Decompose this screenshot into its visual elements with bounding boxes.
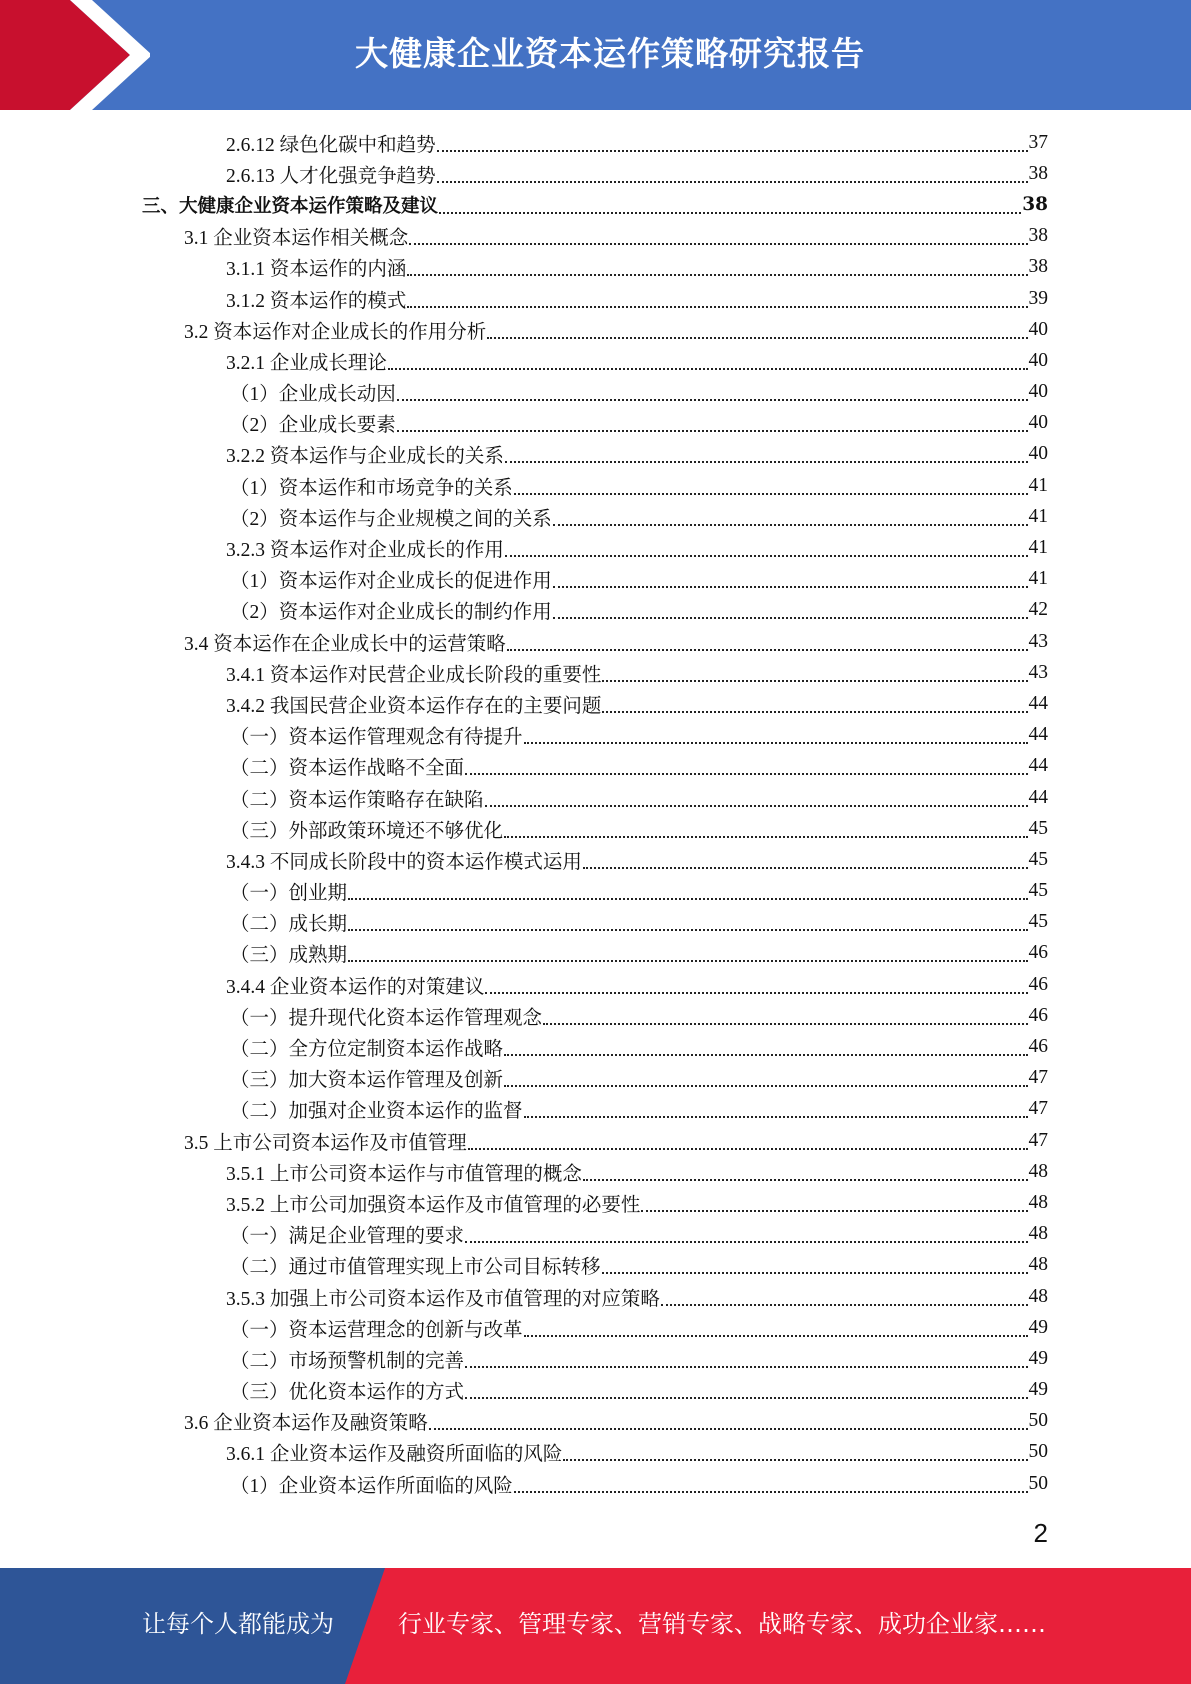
toc-entry-page: 44 bbox=[1028, 724, 1048, 746]
toc-entry-title: 3.1 企业资本运作相关概念 bbox=[184, 228, 409, 250]
toc-entry-page: 43 bbox=[1028, 630, 1048, 652]
toc-dot-leader bbox=[553, 566, 1028, 588]
toc-entry-title: （1）资本运作和市场竞争的关系 bbox=[230, 477, 513, 499]
toc-entry-title: 3.1.1 资本运作的内涵 bbox=[226, 259, 407, 281]
toc-entry-page: 38 bbox=[1028, 256, 1048, 278]
toc-dot-leader bbox=[563, 1439, 1027, 1461]
toc-entry[interactable] bbox=[0, 314, 1191, 345]
toc-entry-title: （一）资本运营理念的创新与改革 bbox=[230, 1319, 523, 1341]
page-number: 2 bbox=[1033, 1518, 1048, 1548]
toc-entry-title: 3.5.3 加强上市公司资本运作及市值管理的对应策略 bbox=[226, 1288, 660, 1310]
toc-dot-leader bbox=[505, 441, 1028, 463]
table-of-contents bbox=[0, 127, 1191, 1499]
toc-dot-leader bbox=[407, 286, 1027, 308]
toc-dot-leader bbox=[524, 722, 1028, 744]
toc-entry-page: 48 bbox=[1028, 1254, 1048, 1276]
toc-entry-page: 41 bbox=[1028, 505, 1048, 527]
toc-entry-page: 39 bbox=[1028, 287, 1048, 309]
toc-entry-title: （2）资本运作对企业成长的制约作用 bbox=[230, 602, 552, 624]
toc-entry[interactable] bbox=[0, 1250, 1191, 1281]
toc-dot-leader bbox=[602, 1252, 1028, 1274]
toc-entry-page: 45 bbox=[1028, 848, 1048, 870]
toc-dot-leader bbox=[507, 629, 1028, 651]
toc-entry[interactable] bbox=[0, 876, 1191, 907]
toc-dot-leader bbox=[429, 1408, 1028, 1430]
toc-entry-title: （2）资本运作与企业规模之间的关系 bbox=[230, 508, 552, 530]
toc-entry-page: 44 bbox=[1028, 692, 1048, 714]
toc-entry[interactable] bbox=[0, 782, 1191, 813]
toc-entry[interactable] bbox=[0, 1063, 1191, 1094]
toc-dot-leader bbox=[468, 1128, 1028, 1150]
toc-entry[interactable] bbox=[0, 1031, 1191, 1062]
toc-entry-title: 3.2 资本运作对企业成长的作用分析 bbox=[184, 321, 487, 343]
toc-entry-title: （三）成熟期 bbox=[230, 945, 348, 967]
toc-entry-page: 43 bbox=[1028, 661, 1048, 683]
toc-entry-page: 45 bbox=[1028, 817, 1048, 839]
toc-entry[interactable] bbox=[0, 127, 1191, 158]
toc-entry-page: 45 bbox=[1028, 880, 1048, 902]
toc-entry[interactable] bbox=[0, 158, 1191, 189]
toc-entry-title: 2.6.13 人才化强竞争趋势 bbox=[226, 165, 436, 187]
toc-entry[interactable] bbox=[0, 1437, 1191, 1468]
toc-entry-page: 41 bbox=[1028, 474, 1048, 496]
toc-dot-leader bbox=[485, 785, 1028, 807]
toc-entry-title: （一）满足企业管理的要求 bbox=[230, 1226, 465, 1248]
toc-dot-leader bbox=[524, 1096, 1028, 1118]
toc-entry-title: 3.4.2 我国民营企业资本运作存在的主要问题 bbox=[226, 695, 602, 717]
toc-entry-page: 44 bbox=[1028, 786, 1048, 808]
toc-dot-leader bbox=[543, 1003, 1027, 1025]
toc-entry-page: 48 bbox=[1028, 1160, 1048, 1182]
toc-entry[interactable] bbox=[0, 189, 1191, 220]
toc-dot-leader bbox=[465, 1346, 1027, 1368]
page-header bbox=[0, 0, 1191, 110]
toc-entry-page: 37 bbox=[1028, 131, 1048, 153]
toc-dot-leader bbox=[397, 379, 1028, 401]
toc-entry[interactable] bbox=[0, 283, 1191, 314]
toc-entry[interactable] bbox=[0, 1281, 1191, 1312]
toc-entry-title: （二）资本运作策略存在缺陷 bbox=[230, 789, 484, 811]
toc-entry-title: 3.4 资本运作在企业成长中的运营策略 bbox=[184, 633, 506, 655]
toc-dot-leader bbox=[504, 1034, 1027, 1056]
toc-entry[interactable] bbox=[0, 813, 1191, 844]
toc-entry-page: 47 bbox=[1028, 1129, 1048, 1151]
header-red-chevron-decoration bbox=[0, 0, 150, 110]
toc-entry-page: 46 bbox=[1028, 1004, 1048, 1026]
toc-dot-leader bbox=[485, 972, 1027, 994]
toc-entry-title: （二）资本运作战略不全面 bbox=[230, 758, 465, 780]
toc-dot-leader bbox=[505, 535, 1028, 557]
toc-entry[interactable] bbox=[0, 1375, 1191, 1406]
toc-entry[interactable] bbox=[0, 1219, 1191, 1250]
toc-entry[interactable] bbox=[0, 1312, 1191, 1343]
toc-dot-leader bbox=[465, 1377, 1027, 1399]
toc-entry[interactable] bbox=[0, 501, 1191, 532]
toc-entry-page: 40 bbox=[1028, 349, 1048, 371]
toc-entry-title: （1）企业成长动因 bbox=[230, 384, 396, 406]
toc-entry-page: 46 bbox=[1028, 942, 1048, 964]
page-footer bbox=[0, 1568, 1191, 1684]
toc-entry-title: （三）外部政策环境还不够优化 bbox=[230, 820, 504, 842]
toc-dot-leader bbox=[437, 161, 1028, 183]
toc-entry-page: 46 bbox=[1028, 973, 1048, 995]
toc-entry-title: 3.2.2 资本运作与企业成长的关系 bbox=[226, 446, 504, 468]
toc-entry-title: （二）通过市值管理实现上市公司目标转移 bbox=[230, 1257, 601, 1279]
toc-dot-leader bbox=[407, 254, 1027, 276]
toc-entry[interactable] bbox=[0, 439, 1191, 470]
toc-dot-leader bbox=[524, 1315, 1028, 1337]
toc-entry[interactable] bbox=[0, 377, 1191, 408]
toc-entry-title: （三）优化资本运作的方式 bbox=[230, 1382, 465, 1404]
toc-entry-title: （二）成长期 bbox=[230, 914, 348, 936]
toc-entry[interactable] bbox=[0, 532, 1191, 563]
toc-entry-title: 3.2.3 资本运作对企业成长的作用 bbox=[226, 540, 504, 562]
toc-dot-leader bbox=[409, 223, 1027, 245]
toc-dot-leader bbox=[465, 753, 1027, 775]
toc-entry-title: （一）创业期 bbox=[230, 883, 348, 905]
toc-dot-leader bbox=[661, 1284, 1028, 1306]
toc-entry-page: 50 bbox=[1028, 1472, 1048, 1494]
toc-entry-title: （2）企业成长要素 bbox=[230, 415, 396, 437]
toc-entry-title: 2.6.12 绿色化碳中和趋势 bbox=[226, 134, 436, 156]
toc-entry-title: 3.4.3 不同成长阶段中的资本运作模式运用 bbox=[226, 851, 582, 873]
toc-entry-title: 3.6 企业资本运作及融资策略 bbox=[184, 1413, 428, 1435]
toc-entry-title: 3.4.4 企业资本运作的对策建议 bbox=[226, 976, 485, 998]
toc-entry-title: 三、大健康企业资本运作策略及建议 bbox=[142, 195, 439, 217]
toc-entry-page: 41 bbox=[1028, 568, 1048, 590]
toc-entry-page: 49 bbox=[1028, 1316, 1048, 1338]
toc-entry-page: 42 bbox=[1028, 599, 1048, 621]
toc-dot-leader bbox=[439, 192, 1021, 214]
toc-dot-leader bbox=[348, 878, 1027, 900]
toc-entry-title: （1）资本运作对企业成长的促进作用 bbox=[230, 571, 552, 593]
toc-entry-page: 48 bbox=[1028, 1191, 1048, 1213]
toc-entry-page: 50 bbox=[1028, 1441, 1048, 1463]
toc-entry[interactable] bbox=[0, 252, 1191, 283]
toc-entry-title: （二）加强对企业资本运作的监督 bbox=[230, 1101, 523, 1123]
toc-entry-page: 38 bbox=[1022, 194, 1048, 216]
toc-entry[interactable] bbox=[0, 907, 1191, 938]
toc-entry-page: 40 bbox=[1028, 412, 1048, 434]
toc-dot-leader bbox=[465, 1221, 1027, 1243]
toc-entry-page: 40 bbox=[1028, 318, 1048, 340]
toc-dot-leader bbox=[553, 597, 1028, 619]
toc-entry[interactable] bbox=[0, 720, 1191, 751]
toc-dot-leader bbox=[514, 1471, 1028, 1493]
toc-entry-title: 3.2.1 企业成长理论 bbox=[226, 352, 387, 374]
toc-dot-leader bbox=[602, 660, 1027, 682]
toc-entry-title: 3.1.2 资本运作的模式 bbox=[226, 290, 407, 312]
toc-entry-page: 40 bbox=[1028, 443, 1048, 465]
toc-entry-title: 3.5 上市公司资本运作及市值管理 bbox=[184, 1132, 467, 1154]
toc-dot-leader bbox=[348, 909, 1027, 931]
footer-slogan-left: 让每个人都能成为 bbox=[142, 1610, 334, 1638]
toc-entry[interactable] bbox=[0, 1468, 1191, 1499]
toc-entry-title: （三）加大资本运作管理及创新 bbox=[230, 1070, 504, 1092]
toc-entry-title: 3.5.1 上市公司资本运作与市值管理的概念 bbox=[226, 1163, 582, 1185]
toc-entry[interactable] bbox=[0, 626, 1191, 657]
toc-entry-title: （一）资本运作管理观念有待提升 bbox=[230, 727, 523, 749]
toc-entry[interactable] bbox=[0, 844, 1191, 875]
toc-entry-title: （二）全方位定制资本运作战略 bbox=[230, 1039, 504, 1061]
toc-entry-page: 49 bbox=[1028, 1379, 1048, 1401]
toc-entry[interactable] bbox=[0, 1187, 1191, 1218]
toc-entry[interactable] bbox=[0, 1406, 1191, 1437]
toc-entry-page: 48 bbox=[1028, 1223, 1048, 1245]
toc-entry-title: 3.6.1 企业资本运作及融资所面临的风险 bbox=[226, 1444, 563, 1466]
toc-dot-leader bbox=[583, 1159, 1028, 1181]
toc-entry-title: 3.4.1 资本运作对民营企业成长阶段的重要性 bbox=[226, 664, 602, 686]
toc-dot-leader bbox=[602, 691, 1027, 713]
toc-entry[interactable] bbox=[0, 408, 1191, 439]
toc-entry[interactable] bbox=[0, 969, 1191, 1000]
toc-dot-leader bbox=[504, 1065, 1027, 1087]
toc-entry-page: 38 bbox=[1028, 162, 1048, 184]
toc-dot-leader bbox=[348, 940, 1027, 962]
toc-entry-page: 38 bbox=[1028, 225, 1048, 247]
toc-dot-leader bbox=[437, 130, 1028, 152]
toc-entry-page: 49 bbox=[1028, 1347, 1048, 1369]
toc-entry[interactable] bbox=[0, 470, 1191, 501]
toc-dot-leader bbox=[641, 1190, 1027, 1212]
toc-entry[interactable] bbox=[0, 751, 1191, 782]
toc-entry-title: （1）企业资本运作所面临的风险 bbox=[230, 1475, 513, 1497]
toc-entry[interactable] bbox=[0, 221, 1191, 252]
toc-entry[interactable] bbox=[0, 1094, 1191, 1125]
toc-entry[interactable] bbox=[0, 688, 1191, 719]
toc-entry-page: 41 bbox=[1028, 537, 1048, 559]
toc-entry-page: 40 bbox=[1028, 381, 1048, 403]
toc-entry-page: 47 bbox=[1028, 1067, 1048, 1089]
toc-entry-page: 47 bbox=[1028, 1098, 1048, 1120]
toc-dot-leader bbox=[397, 410, 1028, 432]
toc-entry-title: 3.5.2 上市公司加强资本运作及市值管理的必要性 bbox=[226, 1194, 641, 1216]
toc-entry-page: 50 bbox=[1028, 1410, 1048, 1432]
toc-dot-leader bbox=[583, 847, 1028, 869]
toc-entry[interactable] bbox=[0, 1000, 1191, 1031]
toc-entry-page: 48 bbox=[1028, 1285, 1048, 1307]
toc-entry[interactable] bbox=[0, 595, 1191, 626]
toc-entry[interactable] bbox=[0, 564, 1191, 595]
toc-dot-leader bbox=[514, 473, 1028, 495]
toc-entry[interactable] bbox=[0, 345, 1191, 376]
toc-entry-page: 46 bbox=[1028, 1036, 1048, 1058]
toc-dot-leader bbox=[487, 317, 1027, 339]
toc-entry-title: （一）提升现代化资本运作管理观念 bbox=[230, 1007, 543, 1029]
toc-entry[interactable] bbox=[0, 1125, 1191, 1156]
toc-dot-leader bbox=[388, 348, 1028, 370]
toc-dot-leader bbox=[504, 816, 1027, 838]
toc-entry[interactable] bbox=[0, 657, 1191, 688]
toc-entry[interactable] bbox=[0, 938, 1191, 969]
toc-entry-title: （二）市场预警机制的完善 bbox=[230, 1350, 465, 1372]
toc-entry[interactable] bbox=[0, 1156, 1191, 1187]
toc-entry-page: 45 bbox=[1028, 911, 1048, 933]
footer-slogan-right: 行业专家、管理专家、营销专家、战略专家、成功企业家…… bbox=[398, 1610, 1046, 1638]
toc-entry-page: 44 bbox=[1028, 755, 1048, 777]
toc-dot-leader bbox=[553, 504, 1028, 526]
report-title: 大健康企业资本运作策略研究报告 bbox=[355, 34, 865, 73]
toc-entry[interactable] bbox=[0, 1343, 1191, 1374]
